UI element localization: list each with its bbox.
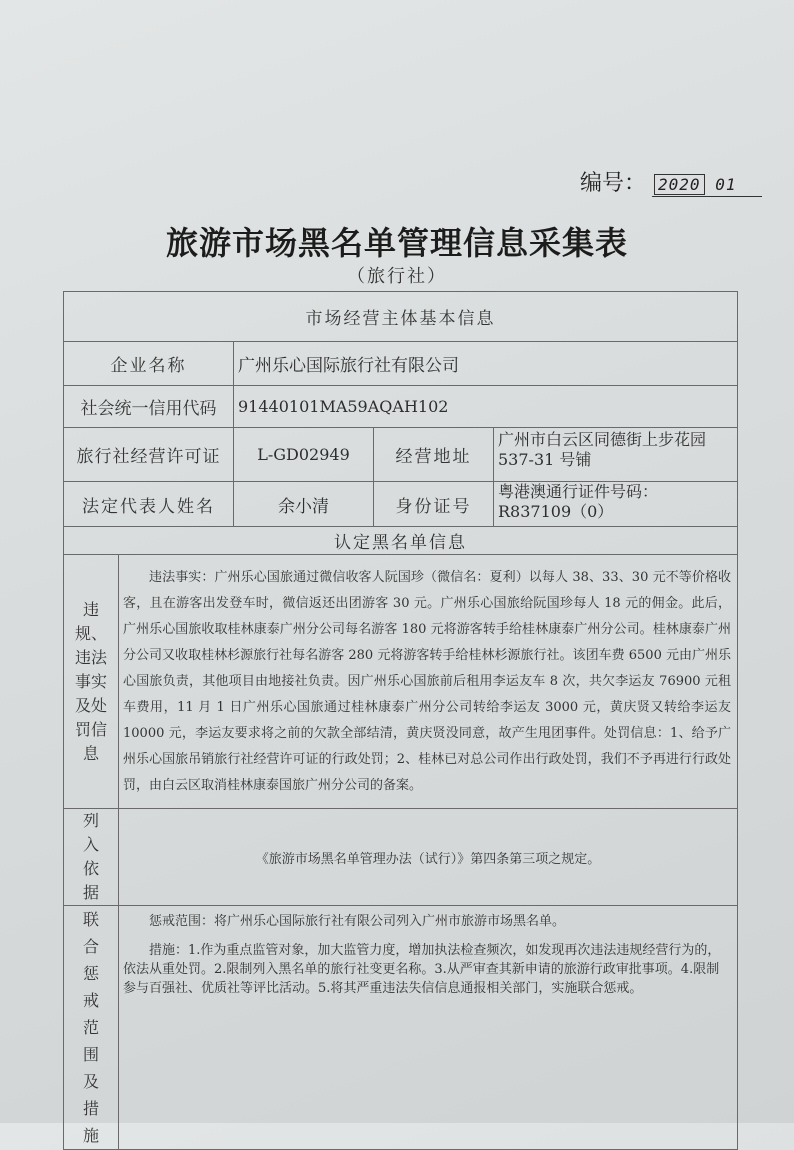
credit-code-value: 91440101MA59AQAH102 [234,386,738,428]
serial-suffix: 01 [715,175,737,194]
legal-rep-row [64,482,738,527]
license-value: L-GD02949 [234,428,374,482]
id-value [494,482,738,527]
company-name-row [64,342,738,386]
address-value: 广州市白云区同德街上步花园 537-31 号铺 [494,428,738,482]
violation-content [119,555,738,809]
license-address-row [64,428,738,482]
measures-label: 联合惩戒范围及措施 [64,906,119,1150]
license-label: 旅行社经营许可证 [64,428,234,482]
basis-row [64,809,738,906]
measures-content [119,906,738,1150]
id-number: R837109（0） [498,502,614,521]
credit-code-row [64,386,738,428]
basic-info-header-row [64,292,738,342]
company-name-label: 企业名称 [64,342,234,386]
id-type: 粤港澳通行证件号码： [498,482,659,501]
basic-info-section-title: 市场经营主体基本信息 [64,292,738,342]
basis-label: 列入依据 [64,809,119,906]
serial-label: 编号： [580,171,647,196]
blacklist-form-table [63,291,738,1150]
document-subtitle: （旅行社） [347,266,447,287]
id-label: 身份证号 [374,482,494,527]
credit-code-label: 社会统一信用代码 [64,386,234,428]
blacklist-header-row [64,527,738,555]
serial-year-box: 2020 [654,174,705,195]
violation-text: 违法事实：广州乐心国旅通过微信收客人阮国珍（微信名：夏利）以每人 38、33、30 元不等价格收客，且在游客出发登车时，微信返还出团游客 30 元。广州乐心国旅给阮国珍每人 18 元的佣金。此后，广州乐心国旅收取桂林康泰广州分公司每名游客 180 元将游客转手给桂林康泰广州分公司。桂林康泰广州分公司又收取桂林杉源旅行社每名游客 280 元将游客转手给桂林杉源旅行社。该团车费 6500 元由广州乐心国旅负责，其他项目由地接社负责。因广州乐心国旅前后租用李运友车 8 次，共欠李运友 76900 元租车费用，11 月 1 日广州乐心国旅通过桂林康泰广州分公司转给李运友 3000 元，黄庆贤又转给李运友 10000 元，李运友要求将之前的欠款全部结清，黄庆贤没同意，故产生甩团事件。处罚信息：1、给予广州乐心国旅吊销旅行社经营许可证的行政处罚；2、桂林已对总公司作出行政处罚，我们不予再进行行政处罚，由白云区取消桂林康泰国旅广州分公司的备案。 [123,569,732,793]
violation-row [64,555,738,809]
measures-text: 措施：1.作为重点监管对象，加大监管力度，增加执法检查频次，如发现再次违法违规经营行为的，依法从重处罚。2.限制列入黑名单的旅行社变更名称。3.从严审查其新申请的旅游行政审批事项。4.限制参与百强社、优质社等评比活动。5.将其严重违法失信信息通报相关部门，实施联合惩戒。 [123,943,721,996]
legal-rep-value: 余小清 [234,482,374,527]
legal-rep-label: 法定代表人姓名 [64,482,234,527]
company-name-value: 广州乐心国际旅行社有限公司 [234,342,738,386]
violation-label: 违规、违法事实及处罚信息 [64,555,119,809]
blacklist-section-title: 认定黑名单信息 [64,527,738,555]
serial-number [580,166,762,197]
serial-handwritten-value [652,175,762,197]
document-title: 旅游市场黑名单管理信息采集表 [165,224,628,262]
scope-text: 惩戒范围：将广州乐心国际旅行社有限公司列入广州市旅游市场黑名单。 [149,914,566,929]
address-label: 经营地址 [374,428,494,482]
basis-value: 《旅游市场黑名单管理办法（试行）》第四条第三项之规定。 [119,809,738,906]
measures-row [64,906,738,1150]
